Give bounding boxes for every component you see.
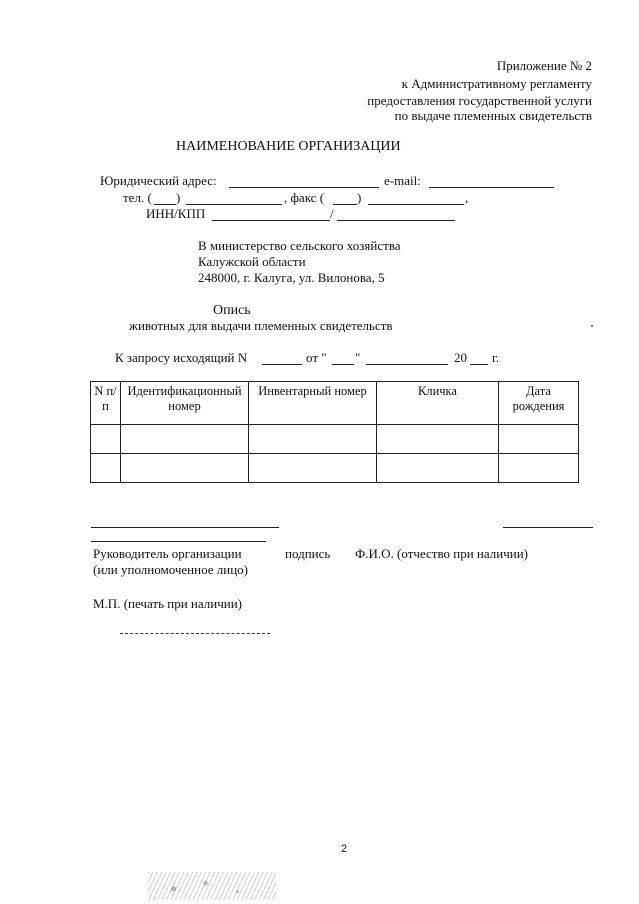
legal-address-field[interactable]	[229, 187, 379, 188]
fax-end: ,	[465, 190, 469, 205]
animals-table	[90, 381, 579, 483]
fax-close: )	[357, 190, 362, 205]
fio-line[interactable]	[503, 527, 593, 528]
recipient-line-2: Калужской области	[198, 254, 306, 269]
appendix-line-3: предоставления государственной услуги	[367, 93, 592, 108]
table-cell[interactable]	[377, 454, 499, 483]
recipient-line-1: В министерство сельского хозяйства	[198, 238, 401, 253]
request-year-field[interactable]	[470, 364, 488, 365]
email-field[interactable]	[429, 187, 554, 188]
legal-address-label: Юридический адрес:	[100, 173, 217, 188]
inn-kpp-separator: /	[330, 206, 334, 221]
kpp-field[interactable]	[337, 220, 455, 221]
request-prefix: К запросу исходящий N	[115, 350, 248, 365]
request-from: от "	[306, 350, 327, 365]
table-cell[interactable]	[121, 425, 249, 454]
email-label: e-mail:	[384, 173, 421, 188]
table-cell[interactable]	[249, 454, 377, 483]
signature-label: подпись	[285, 546, 331, 561]
table-cell[interactable]	[91, 425, 121, 454]
appendix-line-2: к Административному регламенту	[401, 76, 592, 91]
column-header-nickname: Кличка	[377, 382, 499, 425]
table-cell[interactable]	[499, 454, 579, 483]
request-year-suffix: г.	[492, 350, 500, 365]
phone-close: )	[176, 190, 181, 205]
table-cell[interactable]	[499, 425, 579, 454]
authorized-person-label: (или уполномоченное лицо)	[93, 562, 248, 577]
organization-name: НАИМЕНОВАНИЕ ОРГАНИЗАЦИИ	[176, 139, 401, 154]
phone-number-field[interactable]	[186, 204, 282, 205]
head-of-organization-label: Руководитель организации	[93, 546, 242, 561]
request-quote-close: "	[355, 350, 361, 365]
request-month-field[interactable]	[366, 364, 448, 365]
phone-code-field[interactable]	[154, 204, 176, 205]
scan-artifact	[148, 872, 276, 900]
stamp-dashed-line	[120, 633, 270, 634]
column-header-number: N п/п	[91, 382, 121, 425]
scan-dot	[591, 325, 593, 327]
fax-label: , факс (	[284, 190, 325, 205]
table-cell[interactable]	[121, 454, 249, 483]
table-cell[interactable]	[249, 425, 377, 454]
inn-kpp-label: ИНН/КПП	[146, 206, 206, 221]
request-day-field[interactable]	[332, 364, 354, 365]
signature-line-1[interactable]	[91, 527, 279, 528]
table-cell[interactable]	[91, 454, 121, 483]
appendix-title: Приложение № 2	[496, 58, 592, 73]
appendix-line-4: по выдаче племенных свидетельств	[394, 108, 592, 123]
full-name-label: Ф.И.О. (отчество при наличии)	[355, 546, 528, 561]
document-title: Опись	[213, 303, 251, 318]
table-cell[interactable]	[377, 425, 499, 454]
column-header-id-number: Идентификационный номер	[121, 382, 249, 425]
fax-number-field[interactable]	[368, 204, 464, 205]
fax-code-field[interactable]	[333, 204, 357, 205]
column-header-birth-date: Дата рождения	[499, 382, 579, 425]
request-number-field[interactable]	[262, 364, 302, 365]
signature-line-2[interactable]	[91, 541, 266, 542]
document-subtitle: животных для выдачи племенных свидетельств	[129, 318, 393, 333]
request-year-prefix: 20	[454, 350, 467, 365]
phone-label: тел. (	[123, 190, 152, 205]
table-header-row	[91, 382, 579, 425]
column-header-inventory-number: Инвентарный номер	[249, 382, 377, 425]
table-row	[91, 425, 579, 454]
stamp-label: М.П. (печать при наличии)	[93, 596, 242, 611]
table-row	[91, 454, 579, 483]
inn-field[interactable]	[212, 220, 330, 221]
page-number: 2	[341, 843, 348, 855]
recipient-address: 248000, г. Калуга, ул. Вилонова, 5	[198, 270, 385, 285]
